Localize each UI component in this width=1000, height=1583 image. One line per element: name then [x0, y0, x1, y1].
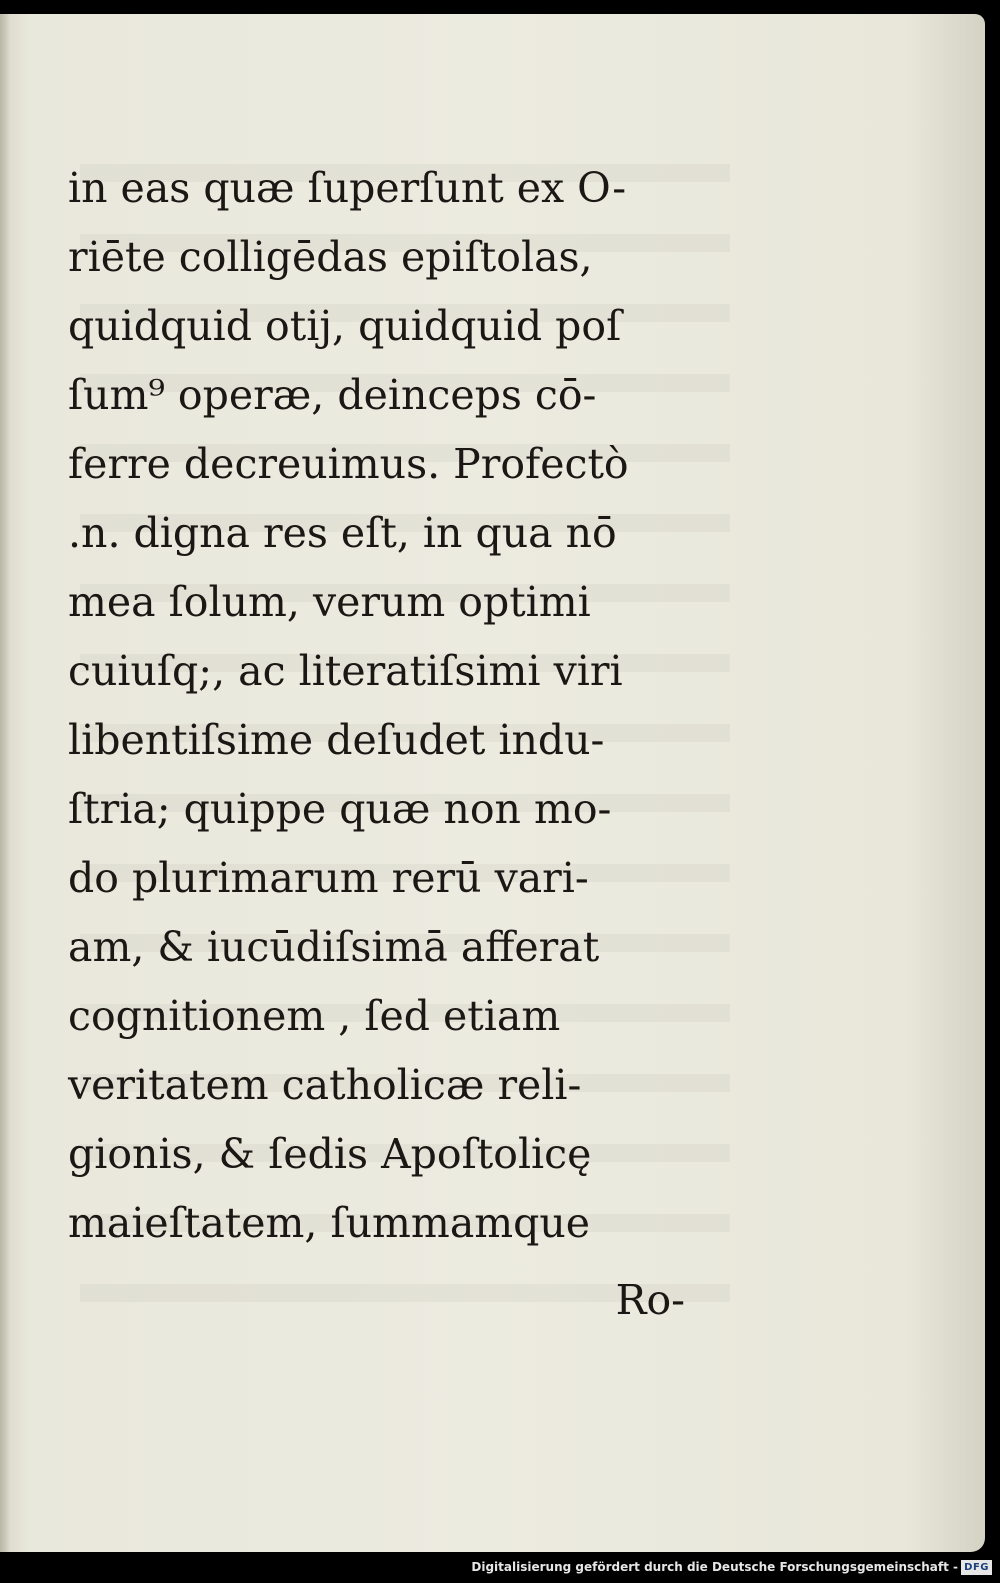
text-line: cognitionem , ſed etiam [68, 992, 561, 1040]
text-line: ſum⁹ operæ, deinceps cō- [68, 371, 597, 419]
text-line: cuiuſq;, ac literatiſsimi viri [68, 647, 623, 695]
book-page [0, 14, 985, 1552]
text-line: am, & iucūdiſsimā afferat [68, 923, 600, 971]
text-line: libentiſsime deſudet indu- [68, 716, 605, 764]
text-line: .n. digna res eſt, in qua nō [68, 509, 617, 557]
text-line: in eas quæ ſuperſunt ex O- [68, 164, 627, 212]
text-line: riēte colligēdas epiſtolas, [68, 233, 593, 281]
text-line: mea ſolum, verum optimi [68, 578, 591, 626]
text-line: do plurimarum rerū vari- [68, 854, 589, 902]
footer-bar [0, 1554, 1000, 1583]
page-text-block [68, 154, 708, 1258]
text-line: ferre decreuimus. Profectò [68, 440, 629, 488]
text-line: gionis, & ſedis Apoſtolicę [68, 1130, 592, 1178]
text-line: veritatem catholicæ reli- [68, 1061, 582, 1109]
funding-credit: Digitalisierung gefördert durch die Deutsche Forschungsgemeinschaft - [471, 1560, 958, 1574]
text-line: ſtria; quippe quæ non mo- [68, 785, 612, 833]
text-line: quidquid otij, quidquid poſ [68, 302, 622, 350]
dfg-logo-icon: DFG [961, 1560, 992, 1575]
text-line: maieſtatem, ſummamque [68, 1199, 591, 1247]
catchword: Ro- [615, 1276, 685, 1324]
